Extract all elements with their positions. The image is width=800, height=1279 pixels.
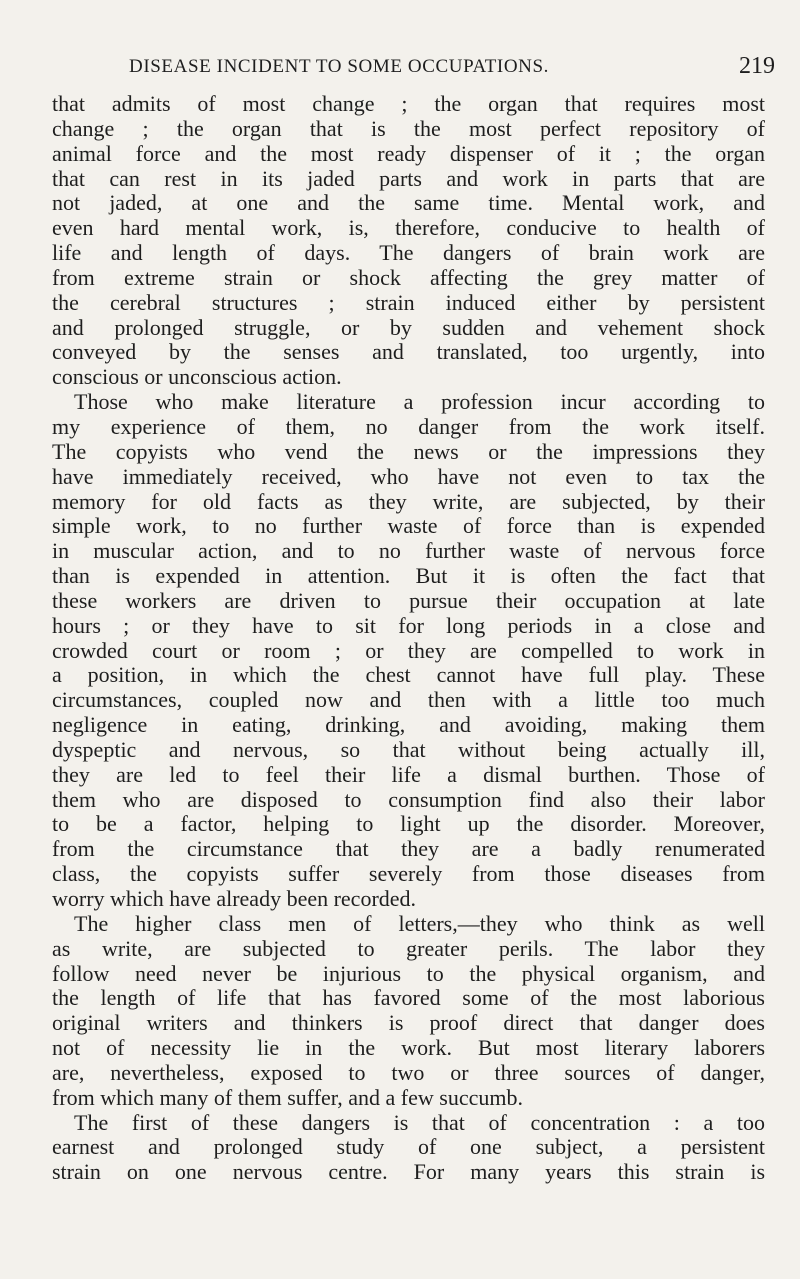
text-line: to be a factor, helping to light up the disorder. Moreover, — [52, 811, 765, 837]
text-line: strain on one nervous centre. For many years this strain is — [52, 1159, 765, 1185]
text-line: as write, are subjected to greater perils. The labor they — [52, 935, 765, 961]
text-line: the cerebral structures ; strain induced either by persistent — [52, 289, 765, 315]
text-line: The copyists who vend the news or the impressions they — [52, 438, 765, 464]
text-line: from the circumstance that they are a badly renumerated — [52, 836, 765, 862]
text-line: my experience of them, no danger from the work itself. — [52, 413, 765, 439]
text-line: earnest and prolonged study of one subject, a persistent — [52, 1134, 765, 1160]
page-number: 219 — [739, 53, 775, 79]
text-line: conveyed by the senses and translated, too urgently, into — [52, 339, 765, 365]
running-title: DISEASE INCIDENT TO SOME OCCUPATIONS. — [129, 56, 550, 77]
text-line: than is expended in attention. But it is often the fact that — [52, 563, 765, 589]
text-line: original writers and thinkers is proof direct that danger does — [52, 1010, 765, 1036]
text-line: in muscular action, and to no further waste of nervous force — [52, 538, 765, 564]
text-line: class, the copyists suffer severely from those diseases from — [52, 861, 765, 887]
text-line: The higher class men of letters,—they who think as well — [74, 910, 765, 936]
text-line: change ; the organ that is the most perfect repository of — [52, 115, 765, 141]
text-line: from extreme strain or shock affecting the grey matter of — [52, 264, 765, 290]
text-line: even hard mental work, is, therefore, conducive to health of — [52, 215, 765, 241]
text-line: worry which have already been recorded. — [52, 886, 417, 911]
text-line: and prolonged struggle, or by sudden and vehement shock — [52, 314, 765, 340]
text-line: crowded court or room ; or they are compelled to work in — [52, 637, 765, 663]
body-text — [52, 92, 765, 1185]
text-line: not of necessity lie in the work. But most literary laborers — [52, 1035, 765, 1061]
text-line: conscious or unconscious action. — [52, 364, 342, 390]
text-line: not jaded, at one and the same time. Mental work, and — [52, 190, 765, 216]
text-line: circumstances, coupled now and then with a little too much — [52, 687, 765, 713]
text-line: memory for old facts as they write, are subjected, by their — [52, 488, 765, 514]
text-line: the length of life that has favored some of the most laborious — [52, 985, 765, 1011]
text-line: them who are disposed to consumption find also their labor — [52, 786, 765, 812]
text-line: simple work, to no further waste of force than is expended — [52, 513, 765, 539]
text-line: Those who make literature a profession incur according to — [74, 389, 765, 415]
text-line: follow need never be injurious to the physical organism, and — [52, 960, 765, 986]
text-line: from which many of them suffer, and a few succumb. — [52, 1084, 523, 1110]
text-line: they are led to feel their life a dismal burthen. Those of — [52, 761, 765, 787]
text-line: hours ; or they have to sit for long periods in a close and — [52, 612, 765, 638]
text-line: a position, in which the chest cannot have full play. These — [52, 662, 765, 688]
text-line: these workers are driven to pursue their occupation at late — [52, 587, 765, 613]
text-line: The first of these dangers is that of concentration : a too — [74, 1109, 765, 1135]
text-line: negligence in eating, drinking, and avoiding, making them — [52, 712, 765, 738]
running-head — [85, 53, 775, 86]
text-line: that admits of most change ; the organ that requires most — [52, 91, 765, 116]
text-line: animal force and the most ready dispenser of it ; the organ — [52, 140, 765, 166]
text-line: have immediately received, who have not even to tax the — [52, 463, 765, 489]
text-line: that can rest in its jaded parts and work in parts that are — [52, 165, 765, 191]
text-line: life and length of days. The dangers of brain work are — [52, 240, 765, 266]
text-line: are, nevertheless, exposed to two or three sources of danger, — [52, 1059, 765, 1085]
text-line: dyspeptic and nervous, so that without being actually ill, — [52, 736, 765, 762]
